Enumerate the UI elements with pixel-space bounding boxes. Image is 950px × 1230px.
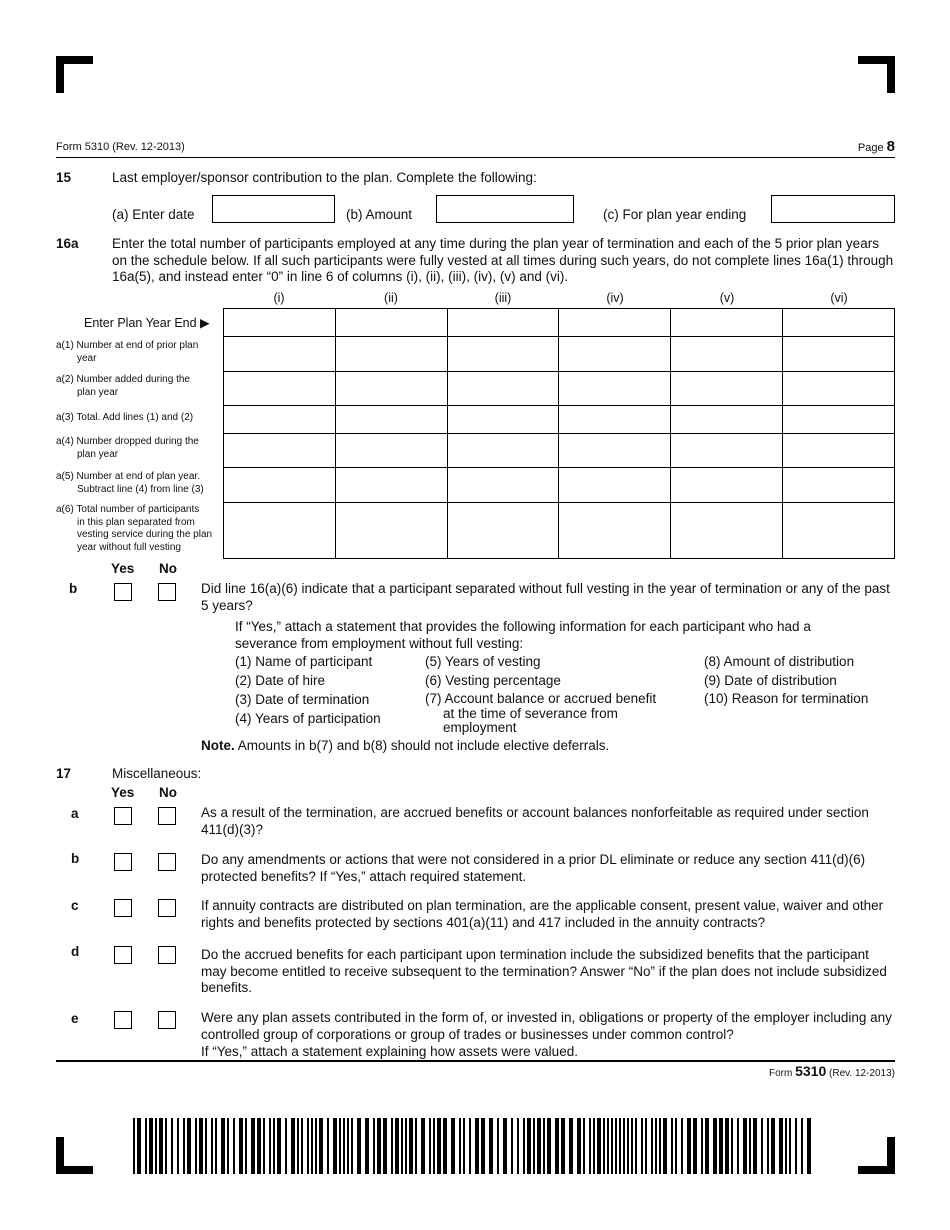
barcode-bar [171, 1118, 173, 1174]
barcode-bar [347, 1118, 349, 1174]
barcode-bar [183, 1118, 185, 1174]
barcode-bar [211, 1118, 213, 1174]
line-16b-if-yes: If “Yes,” attach a statement that provides the following information for each participant who had a severance from employment without full vesting: [235, 619, 811, 651]
list-item: at the time of severance from [443, 706, 618, 721]
line-16a-text: Enter the total number of participants employed at any time during the plan year of termination and each of the 5 prior plan years on the schedule below. If all such participants were fully vested at all times during such years, do not complete lines 16a(1) through 16a(5), and instead enter “0” in line 6 of columns (i), (ii), (iii), (iv), (v) and (vi). [112, 236, 894, 284]
barcode-bar [627, 1118, 629, 1174]
barcode-bar [725, 1118, 729, 1174]
barcode-bar [779, 1118, 783, 1174]
table-cell[interactable] [335, 372, 447, 406]
list-item: (9) Date of distribution [704, 673, 837, 688]
no-header-16b: No [159, 561, 177, 576]
table-cell[interactable] [224, 309, 336, 337]
enter-date-field[interactable] [212, 195, 335, 223]
barcode-bar [481, 1118, 485, 1174]
table-row-a2 [224, 372, 895, 406]
line-16b-question: Did line 16(a)(6) indicate that a participant separated without full vesting in the year of termination or any of the past 5 years? [201, 581, 890, 613]
barcode-bar [687, 1118, 691, 1174]
barcode-bar [315, 1118, 317, 1174]
line-17c-yes-checkbox[interactable] [114, 899, 132, 917]
barcode-bar [681, 1118, 683, 1174]
line-15-text: Last employer/sponsor contribution to the plan. Complete the following: [112, 170, 537, 185]
line-17-title: Miscellaneous: [112, 766, 202, 781]
barcode-bar [671, 1118, 673, 1174]
barcode-bar [205, 1118, 207, 1174]
table-cell[interactable] [671, 434, 783, 468]
table-cell[interactable] [224, 406, 336, 434]
table-cell[interactable] [559, 434, 671, 468]
table-cell[interactable] [447, 503, 559, 559]
barcode-bar [761, 1118, 763, 1174]
barcode-bar [159, 1118, 163, 1174]
barcode-bar [533, 1118, 535, 1174]
barcode-bar [145, 1118, 147, 1174]
line-16b-note [201, 738, 609, 754]
line-17a-letter: a [71, 806, 79, 821]
barcode-bar [771, 1118, 775, 1174]
barcode-bar [619, 1118, 621, 1174]
barcode-bar [251, 1118, 255, 1174]
barcode-bar [537, 1118, 541, 1174]
barcode-bar [239, 1118, 243, 1174]
column-header-v: (v) [719, 291, 735, 305]
barcode-bar [311, 1118, 313, 1174]
barcode-bar [319, 1118, 323, 1174]
column-header-vi: (vi) [830, 291, 848, 305]
plan-year-ending-field[interactable] [771, 195, 895, 223]
table-row-a4 [224, 434, 895, 468]
table-cell[interactable] [671, 468, 783, 503]
table-cell[interactable] [783, 337, 895, 372]
header-rule [56, 157, 895, 158]
line-17b-yes-checkbox[interactable] [114, 853, 132, 871]
table-row-a3 [224, 406, 895, 434]
no-header-17: No [159, 785, 177, 800]
barcode-bar [459, 1118, 461, 1174]
table-cell[interactable] [559, 337, 671, 372]
row-label-a5: a(5) Number at end of plan year. Subtract line (4) from line (3) [56, 471, 204, 495]
line-17d-text: Do the accrued benefits for each participant upon termination include the subsidized benefits that the participant may become entitled to receive subsequent to the termination? Answer “No” if the plan does not include subsidized benefits. [201, 947, 887, 995]
note-text: Amounts in b(7) and b(8) should not include elective deferrals. [234, 738, 610, 753]
barcode-bar [547, 1118, 551, 1174]
barcode-bar [795, 1118, 797, 1174]
footer-form-label [769, 1063, 895, 1079]
table-cell[interactable] [671, 309, 783, 337]
barcode-bar [395, 1118, 399, 1174]
page-word: Page [857, 142, 884, 154]
table-row-a6 [224, 503, 895, 559]
line-17b-no-checkbox[interactable] [158, 853, 176, 871]
barcode-bar [221, 1118, 225, 1174]
barcode-bar [195, 1118, 197, 1174]
barcode-bar [523, 1118, 525, 1174]
barcode-bar [719, 1118, 723, 1174]
barcode-bar [215, 1118, 217, 1174]
table-cell[interactable] [559, 406, 671, 434]
column-header-iii: (iii) [494, 291, 512, 305]
page-label [858, 138, 895, 155]
barcode-bar [807, 1118, 811, 1174]
barcode-bar [339, 1118, 341, 1174]
barcode-bar [641, 1118, 643, 1174]
barcode-bar [409, 1118, 413, 1174]
line-15-number: 15 [56, 170, 72, 185]
table-cell[interactable] [335, 503, 447, 559]
barcode-bar [503, 1118, 507, 1174]
barcode-bar [693, 1118, 697, 1174]
barcode-bar [273, 1118, 275, 1174]
barcode-bar [597, 1118, 601, 1174]
barcode-bar [297, 1118, 299, 1174]
crop-mark-bottom-right-v [887, 1137, 895, 1174]
barcode-bar [785, 1118, 787, 1174]
column-header-iv: (iv) [606, 291, 624, 305]
yes-header-16b: Yes [111, 561, 135, 576]
list-item: (5) Years of vesting [425, 654, 541, 669]
barcode-bar [357, 1118, 361, 1174]
line-16b-col3 [704, 654, 868, 710]
line-17e-text2: If “Yes,” attach a statement explaining how assets were valued. [201, 1044, 578, 1059]
footer-form-number: 5310 [795, 1063, 827, 1079]
table-row-plan-year-end [224, 309, 895, 337]
barcode-bar [373, 1118, 375, 1174]
note-label: Note. [201, 738, 235, 753]
barcode-bar [155, 1118, 157, 1174]
line-17e-yes-checkbox[interactable] [114, 1011, 132, 1029]
table-cell[interactable] [671, 406, 783, 434]
page-number: 8 [886, 138, 895, 155]
list-item: (6) Vesting percentage [425, 673, 561, 688]
barcode-bar [137, 1118, 141, 1174]
line-17d-yes-checkbox[interactable] [114, 946, 132, 964]
table-cell[interactable] [224, 372, 336, 406]
barcode-bar [429, 1118, 431, 1174]
crop-mark-bottom-left-v [56, 1137, 64, 1174]
table-cell[interactable] [783, 406, 895, 434]
line-16b-letter: b [69, 581, 78, 596]
participants-schedule-table [223, 308, 895, 559]
table-cell[interactable] [447, 309, 559, 337]
table-cell[interactable] [671, 503, 783, 559]
column-header-i: (i) [273, 291, 285, 305]
barcode-bar [463, 1118, 465, 1174]
amount-field[interactable] [436, 195, 574, 223]
barcode-bar [555, 1118, 559, 1174]
barcode-bar [165, 1118, 167, 1174]
table-cell[interactable] [447, 372, 559, 406]
line-16b-col1 [235, 654, 381, 730]
line-17c-letter: c [71, 898, 79, 913]
barcode-bar [257, 1118, 261, 1174]
table-cell[interactable] [224, 434, 336, 468]
barcode-bar [651, 1118, 653, 1174]
footer-form-rev: (Rev. 12-2013) [829, 1068, 895, 1079]
line-15c-label: (c) For plan year ending [603, 207, 747, 222]
barcode-bar [767, 1118, 769, 1174]
table-cell[interactable] [671, 372, 783, 406]
barcode-bar [421, 1118, 425, 1174]
barcode-bar [333, 1118, 337, 1174]
table-cell[interactable] [335, 309, 447, 337]
table-cell[interactable] [783, 503, 895, 559]
barcode-bar [743, 1118, 747, 1174]
barcode-bar [713, 1118, 717, 1174]
barcode-bar [675, 1118, 677, 1174]
table-cell[interactable] [224, 503, 336, 559]
line-17c-no-checkbox[interactable] [158, 899, 176, 917]
barcode-bar [451, 1118, 455, 1174]
barcode-bar [645, 1118, 647, 1174]
barcode-bar [615, 1118, 617, 1174]
barcode-bar [611, 1118, 613, 1174]
line-16b-col2 [425, 654, 656, 734]
barcode-bar [377, 1118, 381, 1174]
list-item: (1) Name of participant [235, 654, 373, 669]
table-cell[interactable] [335, 337, 447, 372]
line-17d-letter: d [71, 944, 80, 959]
barcode-bar [365, 1118, 369, 1174]
table-row-a5 [224, 468, 895, 503]
barcode-bar [731, 1118, 733, 1174]
row-label-a2: a(2) Number added during the plan year [56, 374, 190, 398]
list-item: (3) Date of termination [235, 692, 370, 707]
table-cell[interactable] [783, 434, 895, 468]
barcode-bar [789, 1118, 791, 1174]
list-item: (2) Date of hire [235, 673, 326, 688]
table-cell[interactable] [447, 337, 559, 372]
list-item: (10) Reason for termination [704, 691, 869, 706]
yes-header-17: Yes [111, 785, 135, 800]
barcode-bar [701, 1118, 703, 1174]
table-cell[interactable] [559, 372, 671, 406]
table-cell[interactable] [783, 309, 895, 337]
row-label-a4: a(4) Number dropped during the plan year [56, 436, 199, 460]
barcode-bar [511, 1118, 513, 1174]
barcode-bar [603, 1118, 605, 1174]
footer-rule [56, 1060, 895, 1062]
table-cell[interactable] [559, 503, 671, 559]
barcode-bar [475, 1118, 479, 1174]
line-17e-letter: e [71, 1011, 79, 1026]
barcode-bar [133, 1118, 135, 1174]
barcode-bar [569, 1118, 573, 1174]
table-cell[interactable] [559, 468, 671, 503]
line-16b-yes-checkbox[interactable] [114, 583, 132, 601]
line-17d-no-checkbox[interactable] [158, 946, 176, 964]
barcode-bar [433, 1118, 435, 1174]
table-cell[interactable] [783, 468, 895, 503]
barcode-bar [631, 1118, 633, 1174]
barcode-bar [663, 1118, 667, 1174]
barcode-bar [489, 1118, 493, 1174]
barcode-bar [543, 1118, 545, 1174]
barcode-bar [307, 1118, 309, 1174]
barcode-bar [391, 1118, 393, 1174]
barcode-bar [443, 1118, 447, 1174]
table-cell[interactable] [447, 468, 559, 503]
line-15b-label: (b) Amount [346, 207, 413, 222]
barcode-bar [593, 1118, 595, 1174]
barcode-bar [577, 1118, 581, 1174]
barcode-bar [517, 1118, 519, 1174]
footer-form-word: Form [768, 1068, 793, 1079]
barcode-bar [623, 1118, 625, 1174]
line-17a-yes-checkbox[interactable] [114, 807, 132, 825]
barcode-bar [263, 1118, 265, 1174]
table-cell[interactable] [447, 434, 559, 468]
table-cell[interactable] [447, 406, 559, 434]
barcode-bar [753, 1118, 757, 1174]
list-item: (8) Amount of distribution [704, 654, 855, 669]
barcode-bar [405, 1118, 407, 1174]
barcode-bar [269, 1118, 271, 1174]
barcode-bar [277, 1118, 281, 1174]
plan-year-end-label: Enter Plan Year End ▶ [84, 316, 210, 330]
barcode-bar [187, 1118, 191, 1174]
table-cell[interactable] [671, 337, 783, 372]
barcode-bar [589, 1118, 591, 1174]
barcode-bar [227, 1118, 229, 1174]
barcode-bar [285, 1118, 287, 1174]
barcode-bar [635, 1118, 637, 1174]
barcode-bar [607, 1118, 609, 1174]
barcode-bar [561, 1118, 565, 1174]
barcode-bar [351, 1118, 353, 1174]
barcode-bar [583, 1118, 585, 1174]
table-cell[interactable] [224, 468, 336, 503]
barcode-bar [233, 1118, 235, 1174]
line-17b-letter: b [71, 851, 80, 866]
row-label-a1: a(1) Number at end of prior plan year [56, 340, 199, 364]
barcode-bar [497, 1118, 499, 1174]
table-cell[interactable] [559, 309, 671, 337]
crop-mark-top-right-v [887, 56, 895, 93]
barcode-bar [469, 1118, 471, 1174]
table-cell[interactable] [335, 468, 447, 503]
line-17c-text: If annuity contracts are distributed on plan termination, are the applicable consent, present value, waiver and other rights and benefits protected by sections 401(a)(11) and 417 included in the annuity contracts? [201, 898, 884, 930]
barcode-bar [659, 1118, 661, 1174]
line-17b-text: Do any amendments or actions that were not considered in a prior DL eliminate or reduce any section 411(d)(6) protected benefits? If “Yes,” attach required statement. [201, 852, 866, 884]
barcode-icon [133, 1118, 817, 1174]
line-17e-no-checkbox[interactable] [158, 1011, 176, 1029]
table-cell[interactable] [335, 406, 447, 434]
list-item: (4) Years of participation [235, 711, 381, 726]
table-cell[interactable] [335, 434, 447, 468]
barcode-bar [199, 1118, 203, 1174]
line-17e-text: Were any plan assets contributed in the form of, or invested in, obligations or property of the employer including any controlled group of corporations or group of trades or businesses under common control? [201, 1010, 892, 1042]
barcode-bar [749, 1118, 751, 1174]
barcode-bar [415, 1118, 417, 1174]
barcode-bar [401, 1118, 403, 1174]
list-item: employment [443, 720, 517, 735]
barcode-bar [149, 1118, 153, 1174]
line-17a-no-checkbox[interactable] [158, 807, 176, 825]
barcode-bar [737, 1118, 739, 1174]
barcode-bar [291, 1118, 295, 1174]
crop-mark-top-left-v [56, 56, 64, 93]
table-cell[interactable] [224, 337, 336, 372]
form-label: Form 5310 (Rev. 12-2013) [56, 141, 185, 153]
line-17-number: 17 [56, 766, 72, 781]
line-17a-text: As a result of the termination, are accrued benefits or account balances nonforfeitable as required under section 411(d)(3)? [201, 805, 869, 837]
barcode-bar [437, 1118, 441, 1174]
column-header-ii: (ii) [384, 291, 398, 305]
barcode-bar [177, 1118, 179, 1174]
barcode-bar [343, 1118, 345, 1174]
barcode-bar [383, 1118, 387, 1174]
barcode-bar [801, 1118, 803, 1174]
barcode-bar [301, 1118, 303, 1174]
list-item: (7) Account balance or accrued benefit [425, 691, 657, 706]
barcode-bar [705, 1118, 709, 1174]
table-cell[interactable] [783, 372, 895, 406]
row-label-a6: a(6) Total number of participants in this plan separated from vesting service during the plan year without full vesting [56, 504, 213, 553]
line-15a-label: (a) Enter date [112, 207, 195, 222]
line-16a-number: 16a [56, 236, 79, 251]
row-label-a3: a(3) Total. Add lines (1) and (2) [56, 412, 194, 423]
line-16b-no-checkbox[interactable] [158, 583, 176, 601]
barcode-bar [527, 1118, 531, 1174]
barcode-bar [655, 1118, 657, 1174]
barcode-bar [245, 1118, 247, 1174]
table-row-a1 [224, 337, 895, 372]
barcode-bar [327, 1118, 329, 1174]
